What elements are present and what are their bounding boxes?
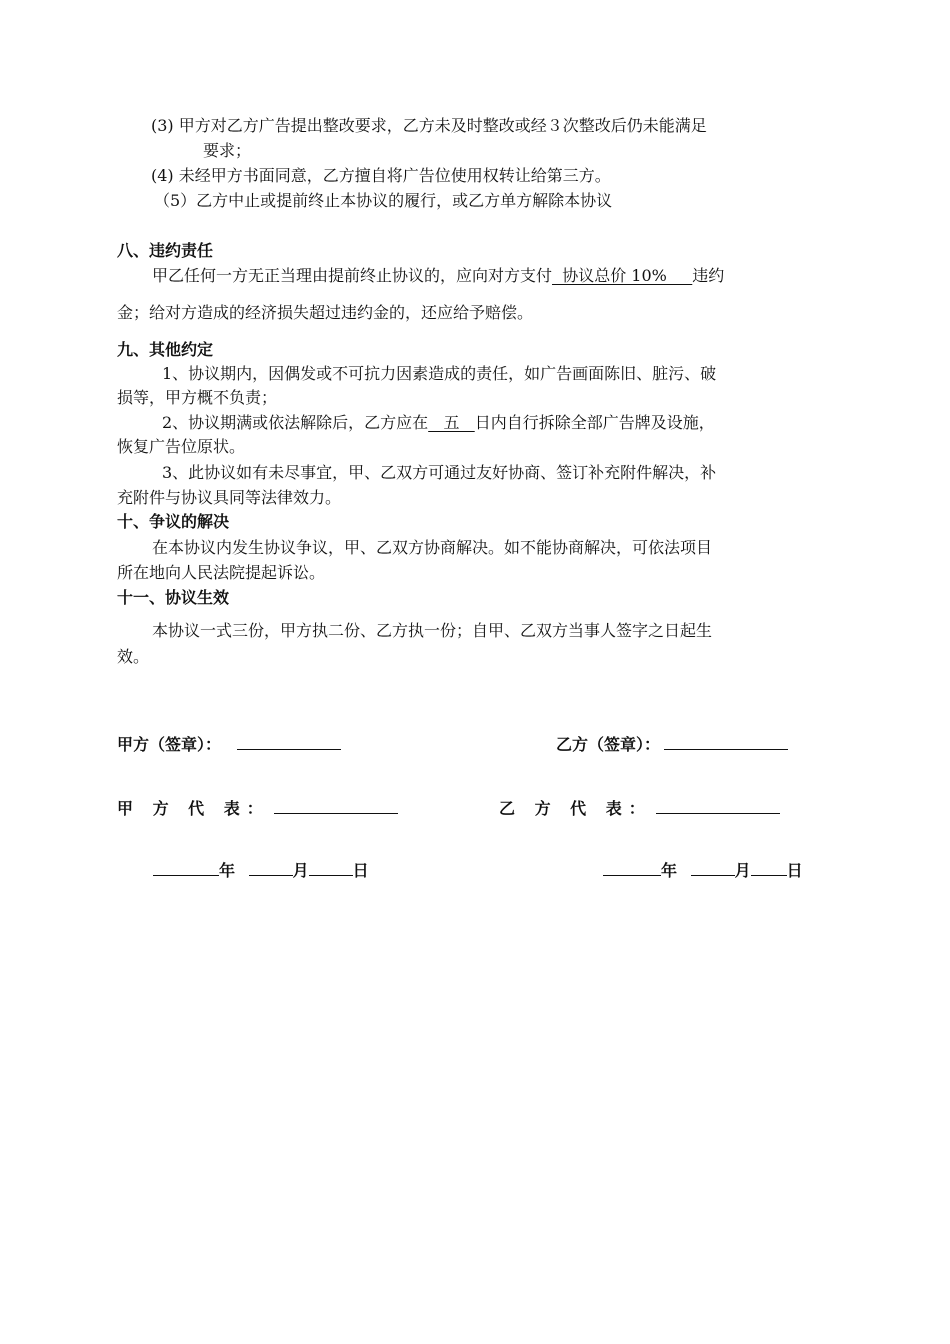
party-b-seal (556, 731, 788, 757)
party-b-date (603, 857, 803, 883)
section-9-item3-cont: 充附件与协议具同等法律效力。 (117, 488, 342, 507)
party-a-seal-blank[interactable] (237, 731, 341, 750)
party-a-date (153, 857, 369, 883)
party-a-month-blank[interactable] (249, 857, 293, 876)
party-b-year-blank[interactable] (603, 857, 661, 876)
section-9-title: 九、其他约定 (117, 340, 214, 359)
party-a-year-blank[interactable] (153, 857, 219, 876)
section-9-item2-pre: 2、协议期满或依法解除后，乙方应在 (162, 413, 429, 432)
party-b-rep (499, 795, 780, 821)
section-11-title: 十一、协议生效 (117, 588, 230, 607)
section-8-line1 (152, 264, 724, 288)
party-a-seal (117, 731, 341, 757)
section-10-title: 十、争议的解决 (117, 512, 230, 531)
party-a-rep-blank[interactable] (274, 795, 398, 814)
party-a-rep (117, 795, 398, 821)
party-b-day-blank[interactable] (751, 857, 787, 876)
party-a-rep-label: 甲 方 代 表： (117, 799, 270, 818)
section-9-item1-cont: 损等，甲方概不负责； (117, 388, 278, 407)
section-10-line2: 所在地向人民法院提起诉讼。 (117, 563, 326, 582)
party-b-seal-blank[interactable] (664, 731, 788, 750)
section-11-line2: 效。 (117, 647, 150, 666)
removal-days-fill: 五 (428, 413, 475, 432)
section-9-item2-cont: 恢复广告位原状。 (117, 437, 246, 456)
party-b-seal-label: 乙方（签章）： (556, 735, 661, 754)
party-a-day-blank[interactable] (309, 857, 353, 876)
party-b-day-label: 日 (786, 861, 803, 880)
section-8-title: 八、违约责任 (117, 241, 214, 260)
clause-item-4: (4) 未经甲方书面同意，乙方擅自将广告位使用权转让给第三方。 (151, 166, 611, 185)
party-a-year-label: 年 (219, 861, 236, 880)
section-9-item3: 3、此协议如有未尽事宜，甲、乙双方可通过友好协商、签订补充附件解决，补 (162, 463, 717, 482)
party-a-day-label: 日 (352, 861, 369, 880)
section-8-line2: 金；给对方造成的经济损失超过违约金的，还应给予赔偿。 (117, 303, 534, 322)
party-b-rep-blank[interactable] (656, 795, 780, 814)
section-8-text-post: 违约 (692, 266, 725, 285)
party-a-seal-label: 甲方（签章）： (117, 735, 222, 754)
section-11-line1: 本协议一式三份，甲方执二份、乙方执一份；自甲、乙双方当事人签字之日起生 (152, 621, 713, 640)
clause-item-3: (3) 甲方对乙方广告提出整改要求，乙方未及时整改或经３次整改后仍未能满足 (151, 116, 707, 135)
clause-item-3-cont: 要求； (203, 141, 252, 160)
section-9-item2 (162, 411, 715, 435)
party-b-rep-label: 乙 方 代 表： (499, 799, 652, 818)
party-b-month-blank[interactable] (691, 857, 735, 876)
party-a-month-label: 月 (292, 861, 309, 880)
section-8-text-pre: 甲乙任何一方无正当理由提前终止协议的，应向对方支付 (152, 266, 553, 285)
party-b-year-label: 年 (661, 861, 678, 880)
clause-item-5: （5）乙方中止或提前终止本协议的履行，或乙方单方解除本协议 (154, 191, 613, 210)
section-9-item1: 1、协议期内，因偶发或不可抗力因素造成的责任，如广告画面陈旧、脏污、破 (162, 364, 717, 383)
penalty-amount-fill: 协议总价 10% (552, 266, 693, 285)
party-b-month-label: 月 (734, 861, 751, 880)
section-9-item2-post: 日内自行拆除全部广告牌及设施， (474, 413, 715, 432)
section-10-line1: 在本协议内发生协议争议，甲、乙双方协商解决。如不能协商解决，可依法项目 (152, 538, 713, 557)
